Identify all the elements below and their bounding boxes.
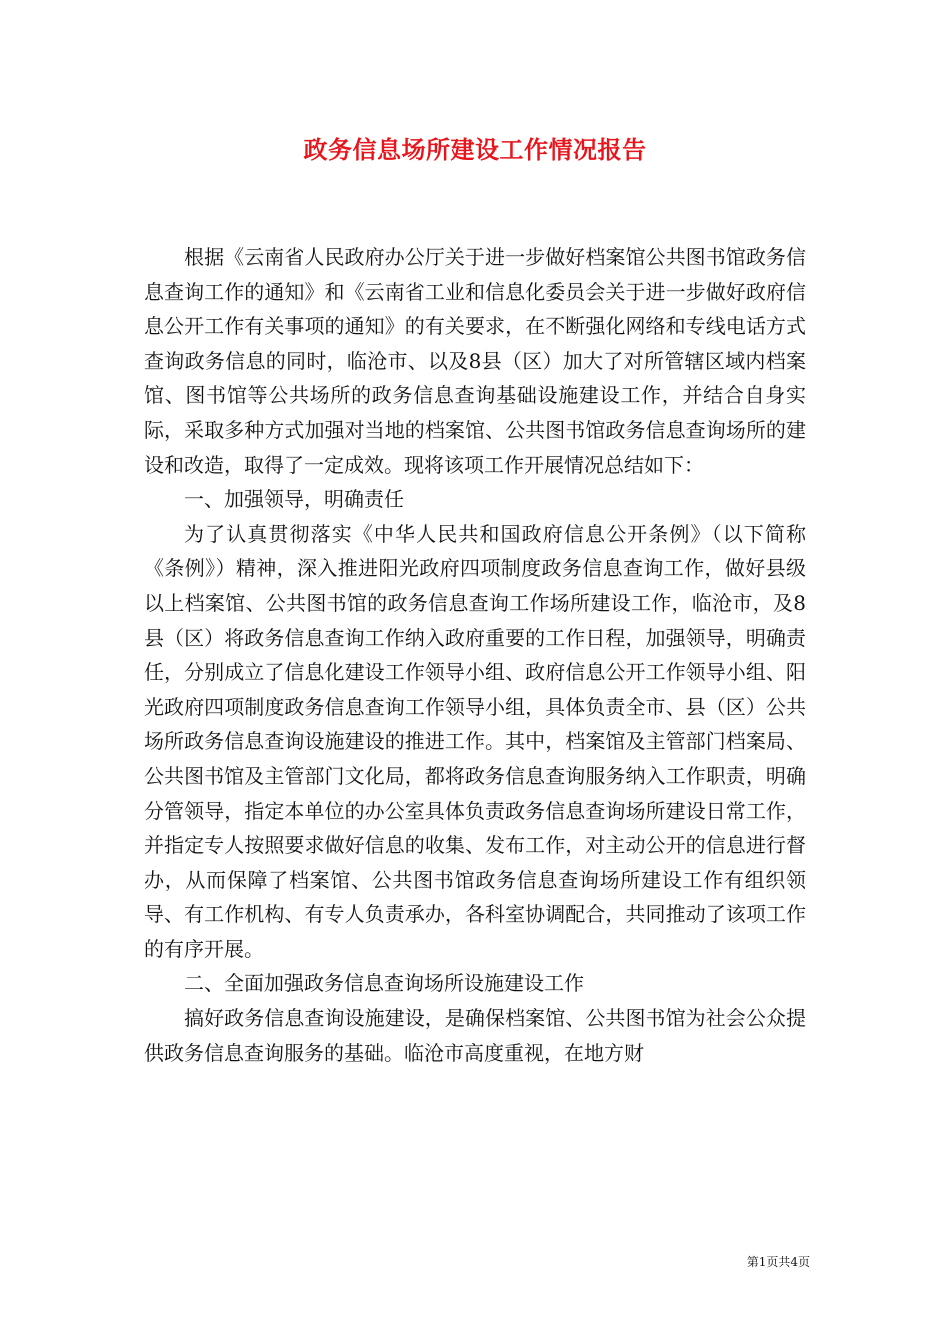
page-number: 第1页共4页 (746, 1255, 810, 1269)
document-body (144, 240, 806, 1070)
paragraph-intro: 根据《云南省人民政府办公厅关于进一步做好档案馆公共图书馆政务信息查询工作的通知》和《云南省工业和信息化委员会关于进一步做好政府信息公开工作有关事项的通知》的有关要求，在不断强化网络和专线电话方式查询政务信息的同时，临沧市、以及8县（区）加大了对所管辖区域内档案馆、图书馆等公共场所的政务信息查询基础设施建设工作，并结合自身实际，采取多种方式加强对当地的档案馆、公共图书馆政务信息查询场所的建设和改造，取得了一定成效。现将该项工作开展情况总结如下： (144, 245, 806, 477)
section-heading-1: 一、加强领导，明确责任 (184, 487, 404, 512)
paragraph-section-2: 搞好政务信息查询设施建设，是确保档案馆、公共图书馆为社会公众提供政务信息查询服务的基础。临沧市高度重视，在地方财 (144, 1006, 806, 1065)
section-heading-2: 二、全面加强政务信息查询场所设施建设工作 (184, 971, 584, 996)
paragraph-section-1: 为了认真贯彻落实《中华人民共和国政府信息公开条例》（以下简称《条例》）精神，深入推进阳光政府四项制度政务信息查询工作，做好县级以上档案馆、公共图书馆的政务信息查询工作场所建设工作，临沧市，及8县（区）将政务信息查询工作纳入政府重要的工作日程，加强领导，明确责任，分别成立了信息化建设工作领导小组、政府信息公开工作领导小组、阳光政府四项制度政务信息查询工作领导小组，具体负责全市、县（区）公共场所政务信息查询设施建设的推进工作。其中，档案馆及主管部门档案局、公共图书馆及主管部门文化局，都将政务信息查询服务纳入工作职责，明确分管领导，指定本单位的办公室具体负责政务信息查询场所建设日常工作，并指定专人按照要求做好信息的收集、发布工作，对主动公开的信息进行督办，从而保障了档案馆、公共图书馆政务信息查询场所建设工作有组织领导、有工作机构、有专人负责承办，各科室协调配合，共同推动了该项工作的有序开展。 (144, 521, 806, 961)
document-title: 政务信息场所建设工作情况报告 (303, 135, 647, 164)
